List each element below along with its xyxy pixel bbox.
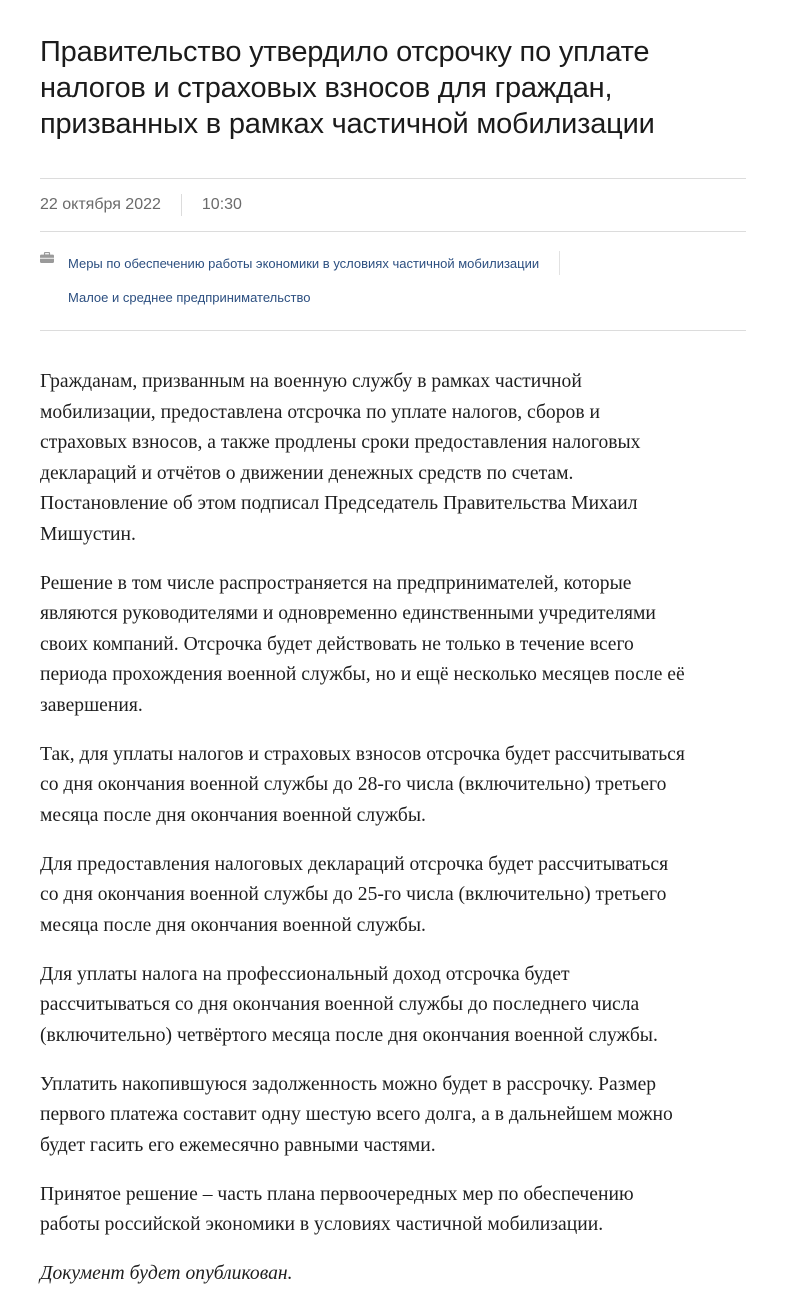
paragraph — [40, 367, 746, 550]
text-line: будет гасить его ежемесячно равными частями. — [40, 1134, 436, 1156]
text-line: Для уплаты налога на профессиональный доход отсрочка будет — [40, 963, 570, 985]
text-line: своих компаний. Отсрочка будет действовать не только в течение всего — [40, 633, 634, 655]
text-line: страховых взносов, а также продлены сроки предоставления налоговых — [40, 432, 641, 453]
text-line: со дня окончания военной службы до 28-го числа (включительно) третьего — [40, 774, 667, 795]
text-line: являются руководителями и одновременно единственными учредителями — [40, 603, 656, 624]
article-meta — [40, 179, 746, 231]
tags-block — [40, 232, 746, 330]
title-line: Правительство утвердило отсрочку по уплате — [40, 36, 650, 68]
publish-date: 22 октября 2022 — [40, 196, 161, 213]
title-line: налогов и страховых взносов для граждан, — [40, 72, 613, 104]
text-line: (включительно) четвёртого месяца после дня окончания военной службы. — [40, 1024, 658, 1046]
tag-link-mobilization-economy[interactable]: Меры по обеспечению работы экономики в условиях частичной мобилизации — [68, 255, 540, 271]
paragraph — [40, 960, 746, 1052]
tag-link-small-business[interactable]: Малое и среднее предпринимательство — [68, 289, 311, 305]
tag-row — [68, 280, 746, 314]
briefcase-icon — [40, 252, 54, 263]
text-line: месяца после дня окончания военной службы. — [40, 804, 426, 826]
text-line: Для предоставления налоговых деклараций отсрочка будет рассчитываться — [40, 853, 669, 875]
publication-note: Документ будет опубликован. — [40, 1263, 293, 1284]
text-line: завершения. — [40, 694, 143, 716]
paragraph — [40, 1070, 746, 1162]
paragraph — [40, 569, 746, 722]
tag-separator — [559, 251, 560, 275]
text-line: рассчитываться со дня окончания военной службы до последнего числа — [40, 994, 640, 1015]
title-line: призванных в рамках частичной мобилизации — [40, 108, 655, 140]
text-line: Принятое решение – часть плана первоочередных мер по обеспечению — [40, 1183, 634, 1205]
text-line: деклараций и отчётов о движении денежных средств по счетам. — [40, 462, 574, 484]
text-line: месяца после дня окончания военной службы. — [40, 914, 426, 936]
article-body — [40, 367, 746, 1290]
text-line: Уплатить накопившуюся задолженность можно будет в рассрочку. Размер — [40, 1073, 657, 1095]
text-line: периода прохождения военной службы, но и ещё несколько месяцев после её — [40, 664, 685, 685]
text-line: Так, для уплаты налогов и страховых взносов отсрочка будет рассчитываться — [40, 743, 685, 765]
publish-time: 10:30 — [201, 196, 242, 213]
article — [40, 0, 746, 1308]
text-line: работы российской экономики в условиях частичной мобилизации. — [40, 1214, 604, 1235]
text-line: Гражданам, призванным на военную службу в рамках частичной — [40, 371, 582, 392]
paragraph — [40, 1180, 746, 1241]
tag-row — [68, 246, 746, 280]
paragraph — [40, 740, 746, 832]
article-title — [40, 34, 746, 142]
text-line: мобилизации, предоставлена отсрочка по уплате налогов, сборов и — [40, 401, 600, 423]
text-line: Мишустин. — [40, 523, 136, 545]
text-line: Постановление об этом подписал Председатель Правительства Михаил — [40, 493, 638, 514]
text-line: первого платежа составит одну шестую всего долга, а в дальнейшем можно — [40, 1104, 673, 1125]
divider — [40, 330, 746, 331]
text-line: со дня окончания военной службы до 25-го числа (включительно) третьего — [40, 884, 667, 905]
paragraph — [40, 850, 746, 942]
text-line: Решение в том числе распространяется на предпринимателей, которые — [40, 572, 632, 594]
